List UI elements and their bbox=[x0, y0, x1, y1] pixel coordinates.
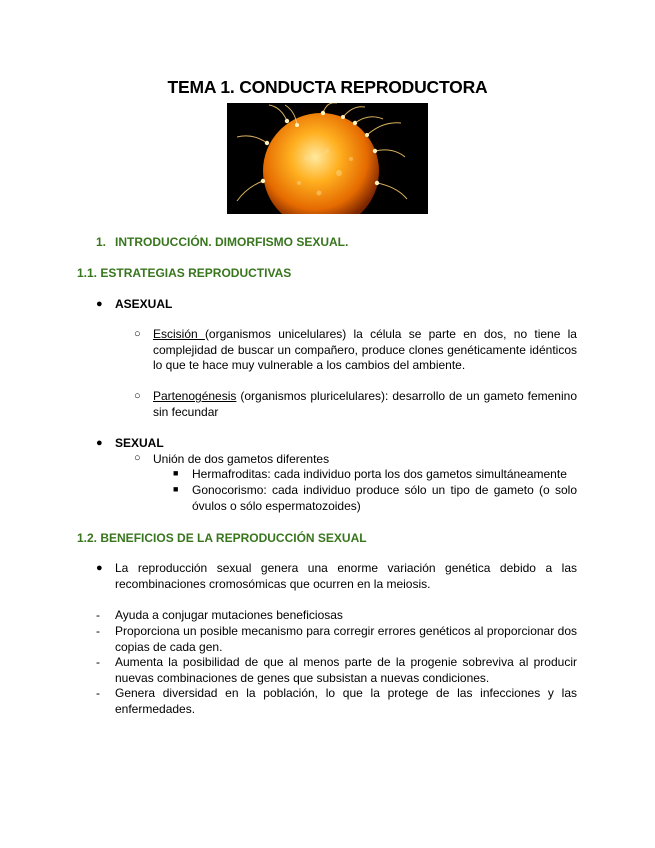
section-1-2-heading: 1.2. BENEFICIOS DE LA REPRODUCCIÓN SEXUAL bbox=[77, 531, 367, 545]
benefit-item: Ayuda a conjugar mutaciones beneficiosas bbox=[115, 608, 343, 622]
sexual-item: Unión de dos gametos diferentes bbox=[153, 452, 330, 466]
benefit-item: Genera diversidad en la población, lo que la protege de las infecciones y las enfermedades. bbox=[115, 686, 577, 716]
asexual-item-partenogenesis bbox=[153, 389, 577, 420]
hollow-bullet-icon: ○ bbox=[134, 452, 141, 464]
partenogenesis-text: (organismos pluricelulares): desarrollo de un gameto femenino sin fecundar bbox=[153, 389, 577, 419]
benefit-item: Proporciona un posible mecanismo para corregir errores genéticos al proporcionar dos copias de cada gen. bbox=[115, 624, 577, 654]
dash-bullet-icon: - bbox=[96, 608, 100, 622]
escision-term: Escisión bbox=[153, 327, 205, 341]
sexual-reproduction-intro: La reproducción sexual genera una enorme variación genética debido a las recombinaciones cromosómicas que ocurren en la meiosis. bbox=[115, 561, 577, 591]
sexual-subitem-hermafroditas: Hermafroditas: cada individuo porta los dos gametos simultáneamente bbox=[192, 467, 567, 481]
dash-bullet-icon: - bbox=[96, 686, 100, 700]
benefit-item: Aumenta la posibilidad de que al menos parte de la progenie sobreviva al producir nuevas combinaciones de genes que subsistan a nuevas condiciones. bbox=[115, 655, 577, 685]
hollow-bullet-icon: ○ bbox=[134, 390, 141, 402]
square-bullet-icon: ■ bbox=[173, 468, 179, 478]
section-1-label: INTRODUCCIÓN. DIMORFISMO SEXUAL. bbox=[115, 235, 349, 249]
dash-bullet-icon: - bbox=[96, 624, 100, 638]
sexual-heading: SEXUAL bbox=[115, 436, 164, 450]
page-title: TEMA 1. CONDUCTA REPRODUCTORA bbox=[167, 77, 488, 97]
sexual-subitem-gonocorismo: Gonocorismo: cada individuo produce sólo un tipo de gameto (o solo óvulos o sólo espermatozoides) bbox=[192, 483, 577, 513]
partenogenesis-term: Partenogénesis bbox=[153, 389, 237, 403]
section-1-heading bbox=[96, 235, 348, 249]
bullet-dot-icon: ● bbox=[96, 437, 103, 449]
bullet-dot-icon: ● bbox=[96, 298, 103, 310]
section-1-number: 1. bbox=[96, 235, 107, 249]
section-1-1-heading: 1.1. ESTRATEGIAS REPRODUCTIVAS bbox=[77, 266, 292, 280]
escision-text: (organismos unicelulares) la célula se parte en dos, no tiene la complejidad de buscar un compañero, produce clones genéticamente idénticos lo que te hace muy vulnerable a los cambios del ambiente. bbox=[153, 327, 577, 372]
dash-bullet-icon: - bbox=[96, 655, 100, 669]
asexual-item-escision bbox=[153, 327, 577, 374]
hollow-bullet-icon: ○ bbox=[134, 328, 141, 340]
bullet-dot-icon: ● bbox=[96, 562, 103, 574]
square-bullet-icon: ■ bbox=[173, 484, 179, 494]
egg-cell-photo bbox=[227, 103, 428, 214]
asexual-heading: ASEXUAL bbox=[115, 297, 173, 311]
